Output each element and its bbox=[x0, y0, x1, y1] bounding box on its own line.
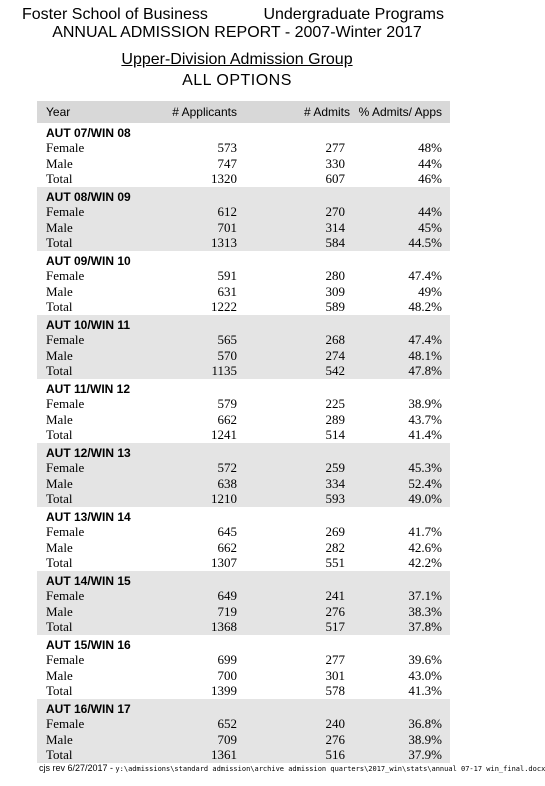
col-applicants-header: # Applicants bbox=[172, 105, 237, 119]
pct-cell: 41.7% bbox=[408, 524, 442, 539]
table-row bbox=[37, 540, 450, 556]
school-name: Foster School of Business bbox=[22, 6, 208, 23]
admits-cell: 269 bbox=[325, 524, 345, 539]
row-label: Male bbox=[46, 411, 73, 427]
group-title bbox=[0, 51, 474, 69]
pct-cell: 41.4% bbox=[408, 427, 442, 442]
table-row bbox=[37, 588, 450, 604]
row-label: Total bbox=[46, 683, 73, 698]
admits-cell: 240 bbox=[325, 716, 345, 731]
admits-cell: 551 bbox=[325, 555, 345, 570]
table-row bbox=[37, 476, 450, 492]
applicants-cell: 709 bbox=[217, 731, 237, 747]
row-label: Total bbox=[46, 619, 73, 634]
admits-cell: 334 bbox=[325, 475, 345, 491]
pct-cell: 43.0% bbox=[408, 667, 442, 683]
applicants-cell: 1222 bbox=[211, 299, 237, 314]
pct-cell: 46% bbox=[418, 171, 442, 186]
table-row bbox=[37, 412, 450, 428]
admits-cell: 542 bbox=[325, 363, 345, 378]
pct-cell: 37.8% bbox=[408, 619, 442, 634]
table-row bbox=[37, 683, 450, 699]
admits-cell: 514 bbox=[325, 427, 345, 442]
applicants-cell: 662 bbox=[217, 539, 237, 555]
pct-cell: 48.2% bbox=[408, 299, 442, 314]
table-row bbox=[37, 140, 450, 156]
admits-cell: 330 bbox=[325, 155, 345, 171]
program-name: Undergraduate Programs bbox=[263, 6, 444, 23]
row-label: Male bbox=[46, 475, 73, 491]
row-label: Male bbox=[46, 603, 73, 619]
row-label: Female bbox=[46, 204, 85, 219]
admits-cell: 589 bbox=[325, 299, 345, 314]
year-label: AUT 08/WIN 09 bbox=[46, 190, 131, 204]
admits-cell: 280 bbox=[325, 268, 345, 283]
applicants-cell: 701 bbox=[217, 219, 237, 235]
admits-cell: 270 bbox=[325, 204, 345, 219]
row-label: Total bbox=[46, 491, 73, 506]
table-row bbox=[37, 427, 450, 443]
table-row bbox=[37, 235, 450, 251]
row-label: Female bbox=[46, 268, 85, 283]
table-row bbox=[37, 363, 450, 379]
applicants-cell: 1320 bbox=[211, 171, 237, 186]
admits-cell: 282 bbox=[325, 539, 345, 555]
table-body bbox=[37, 123, 450, 763]
pct-cell: 49% bbox=[418, 283, 442, 299]
year-label: AUT 10/WIN 11 bbox=[46, 318, 131, 332]
pct-cell: 44% bbox=[418, 155, 442, 171]
applicants-cell: 700 bbox=[217, 667, 237, 683]
pct-cell: 47.8% bbox=[408, 363, 442, 378]
admits-cell: 301 bbox=[325, 667, 345, 683]
applicants-cell: 719 bbox=[217, 603, 237, 619]
file-path: y:\admissions\standard admission\archive admission quarters\2017_win\stats\annual 07-17 win_final.docx bbox=[115, 765, 545, 773]
admits-cell: 309 bbox=[325, 283, 345, 299]
applicants-cell: 1361 bbox=[211, 747, 237, 762]
pct-cell: 47.4% bbox=[408, 332, 442, 347]
applicants-cell: 572 bbox=[217, 460, 237, 475]
applicants-cell: 1313 bbox=[211, 235, 237, 250]
pct-cell: 44% bbox=[418, 204, 442, 219]
pct-cell: 42.6% bbox=[408, 539, 442, 555]
options-title: ALL OPTIONS bbox=[182, 72, 292, 89]
applicants-cell: 662 bbox=[217, 411, 237, 427]
row-label: Female bbox=[46, 716, 85, 731]
table-row bbox=[37, 555, 450, 571]
row-label: Male bbox=[46, 539, 73, 555]
table-row bbox=[37, 220, 450, 236]
table-row bbox=[37, 204, 450, 220]
col-pct-header: % Admits/ Apps bbox=[358, 105, 442, 119]
table-row bbox=[37, 652, 450, 668]
table-row bbox=[37, 171, 450, 187]
applicants-cell: 612 bbox=[217, 204, 237, 219]
admits-cell: 274 bbox=[325, 347, 345, 363]
year-block bbox=[37, 315, 450, 379]
report-header-line bbox=[0, 6, 474, 26]
applicants-cell: 645 bbox=[217, 524, 237, 539]
admits-cell: 277 bbox=[325, 652, 345, 667]
applicants-cell: 652 bbox=[217, 716, 237, 731]
admits-cell: 593 bbox=[325, 491, 345, 506]
year-block bbox=[37, 507, 450, 571]
table-row bbox=[37, 332, 450, 348]
pct-cell: 49.0% bbox=[408, 491, 442, 506]
year-label: AUT 12/WIN 13 bbox=[46, 446, 131, 460]
row-label: Total bbox=[46, 171, 73, 186]
year-label: AUT 07/WIN 08 bbox=[46, 126, 131, 140]
year-block bbox=[37, 379, 450, 443]
pct-cell: 47.4% bbox=[408, 268, 442, 283]
admits-cell: 517 bbox=[325, 619, 345, 634]
row-label: Total bbox=[46, 235, 73, 250]
row-label: Total bbox=[46, 555, 73, 570]
year-label: AUT 09/WIN 10 bbox=[46, 254, 131, 268]
pct-cell: 45% bbox=[418, 219, 442, 235]
year-label: AUT 14/WIN 15 bbox=[46, 574, 131, 588]
table-row bbox=[37, 619, 450, 635]
row-label: Female bbox=[46, 396, 85, 411]
year-block bbox=[37, 443, 450, 507]
year-label: AUT 11/WIN 12 bbox=[46, 382, 131, 396]
applicants-cell: 1241 bbox=[211, 427, 237, 442]
table-row bbox=[37, 524, 450, 540]
admits-cell: 289 bbox=[325, 411, 345, 427]
row-label: Total bbox=[46, 747, 73, 762]
admits-cell: 584 bbox=[325, 235, 345, 250]
admits-cell: 516 bbox=[325, 747, 345, 762]
admits-cell: 241 bbox=[325, 588, 345, 603]
row-label: Female bbox=[46, 460, 85, 475]
table-row bbox=[37, 156, 450, 172]
applicants-cell: 1135 bbox=[211, 363, 237, 378]
year-block bbox=[37, 251, 450, 315]
table-row bbox=[37, 491, 450, 507]
table-row bbox=[37, 460, 450, 476]
pct-cell: 45.3% bbox=[408, 460, 442, 475]
pct-cell: 38.9% bbox=[408, 396, 442, 411]
applicants-cell: 649 bbox=[217, 588, 237, 603]
pct-cell: 44.5% bbox=[408, 235, 442, 250]
applicants-cell: 1307 bbox=[211, 555, 237, 570]
pct-cell: 38.3% bbox=[408, 603, 442, 619]
year-label: AUT 13/WIN 14 bbox=[46, 510, 131, 524]
admits-cell: 225 bbox=[325, 396, 345, 411]
table-row bbox=[37, 604, 450, 620]
table-row bbox=[37, 716, 450, 732]
table-row bbox=[37, 299, 450, 315]
applicants-cell: 565 bbox=[217, 332, 237, 347]
year-block bbox=[37, 699, 450, 763]
year-block bbox=[37, 635, 450, 699]
admits-cell: 314 bbox=[325, 219, 345, 235]
pct-cell: 39.6% bbox=[408, 652, 442, 667]
pct-cell: 37.1% bbox=[408, 588, 442, 603]
table-row bbox=[37, 268, 450, 284]
row-label: Female bbox=[46, 332, 85, 347]
applicants-cell: 573 bbox=[217, 140, 237, 155]
table-row bbox=[37, 396, 450, 412]
col-year-header: Year bbox=[46, 105, 71, 119]
pct-cell: 48.1% bbox=[408, 347, 442, 363]
pct-cell: 52.4% bbox=[408, 475, 442, 491]
applicants-cell: 579 bbox=[217, 396, 237, 411]
applicants-cell: 570 bbox=[217, 347, 237, 363]
admits-cell: 276 bbox=[325, 731, 345, 747]
row-label: Female bbox=[46, 524, 85, 539]
table-row bbox=[37, 732, 450, 748]
row-label: Female bbox=[46, 652, 85, 667]
admits-cell: 277 bbox=[325, 140, 345, 155]
admits-cell: 276 bbox=[325, 603, 345, 619]
applicants-cell: 747 bbox=[217, 155, 237, 171]
year-block bbox=[37, 187, 450, 251]
applicants-cell: 1368 bbox=[211, 619, 237, 634]
admission-table bbox=[37, 101, 450, 763]
pct-cell: 36.8% bbox=[408, 716, 442, 731]
pct-cell: 43.7% bbox=[408, 411, 442, 427]
report-title: ANNUAL ADMISSION REPORT - 2007-Winter 2017 bbox=[52, 24, 422, 41]
pct-cell: 37.9% bbox=[408, 747, 442, 762]
row-label: Male bbox=[46, 347, 73, 363]
row-label: Male bbox=[46, 667, 73, 683]
applicants-cell: 638 bbox=[217, 475, 237, 491]
admits-cell: 259 bbox=[325, 460, 345, 475]
footer-note bbox=[39, 763, 545, 773]
table-row bbox=[37, 747, 450, 763]
pct-cell: 48% bbox=[418, 140, 442, 155]
row-label: Total bbox=[46, 299, 73, 314]
year-label: AUT 16/WIN 17 bbox=[46, 702, 131, 716]
year-label: AUT 15/WIN 16 bbox=[46, 638, 131, 652]
table-row bbox=[37, 668, 450, 684]
table-row bbox=[37, 284, 450, 300]
year-block bbox=[37, 571, 450, 635]
row-label: Female bbox=[46, 588, 85, 603]
table-row bbox=[37, 348, 450, 364]
group-title-text: Upper-Division Admission Group bbox=[121, 51, 353, 68]
applicants-cell: 1399 bbox=[211, 683, 237, 698]
row-label: Male bbox=[46, 283, 73, 299]
applicants-cell: 1210 bbox=[211, 491, 237, 506]
row-label: Male bbox=[46, 731, 73, 747]
year-block bbox=[37, 123, 450, 187]
row-label: Male bbox=[46, 219, 73, 235]
table-header-row bbox=[37, 101, 450, 123]
pct-cell: 41.3% bbox=[408, 683, 442, 698]
admits-cell: 578 bbox=[325, 683, 345, 698]
row-label: Female bbox=[46, 140, 85, 155]
admits-cell: 607 bbox=[325, 171, 345, 186]
applicants-cell: 631 bbox=[217, 283, 237, 299]
row-label: Male bbox=[46, 155, 73, 171]
admits-cell: 268 bbox=[325, 332, 345, 347]
col-admits-header: # Admits bbox=[303, 105, 350, 119]
row-label: Total bbox=[46, 427, 73, 442]
row-label: Total bbox=[46, 363, 73, 378]
applicants-cell: 699 bbox=[217, 652, 237, 667]
revision-note: cjs rev 6/27/2017 - bbox=[39, 763, 114, 773]
pct-cell: 38.9% bbox=[408, 731, 442, 747]
applicants-cell: 591 bbox=[217, 268, 237, 283]
pct-cell: 42.2% bbox=[408, 555, 442, 570]
